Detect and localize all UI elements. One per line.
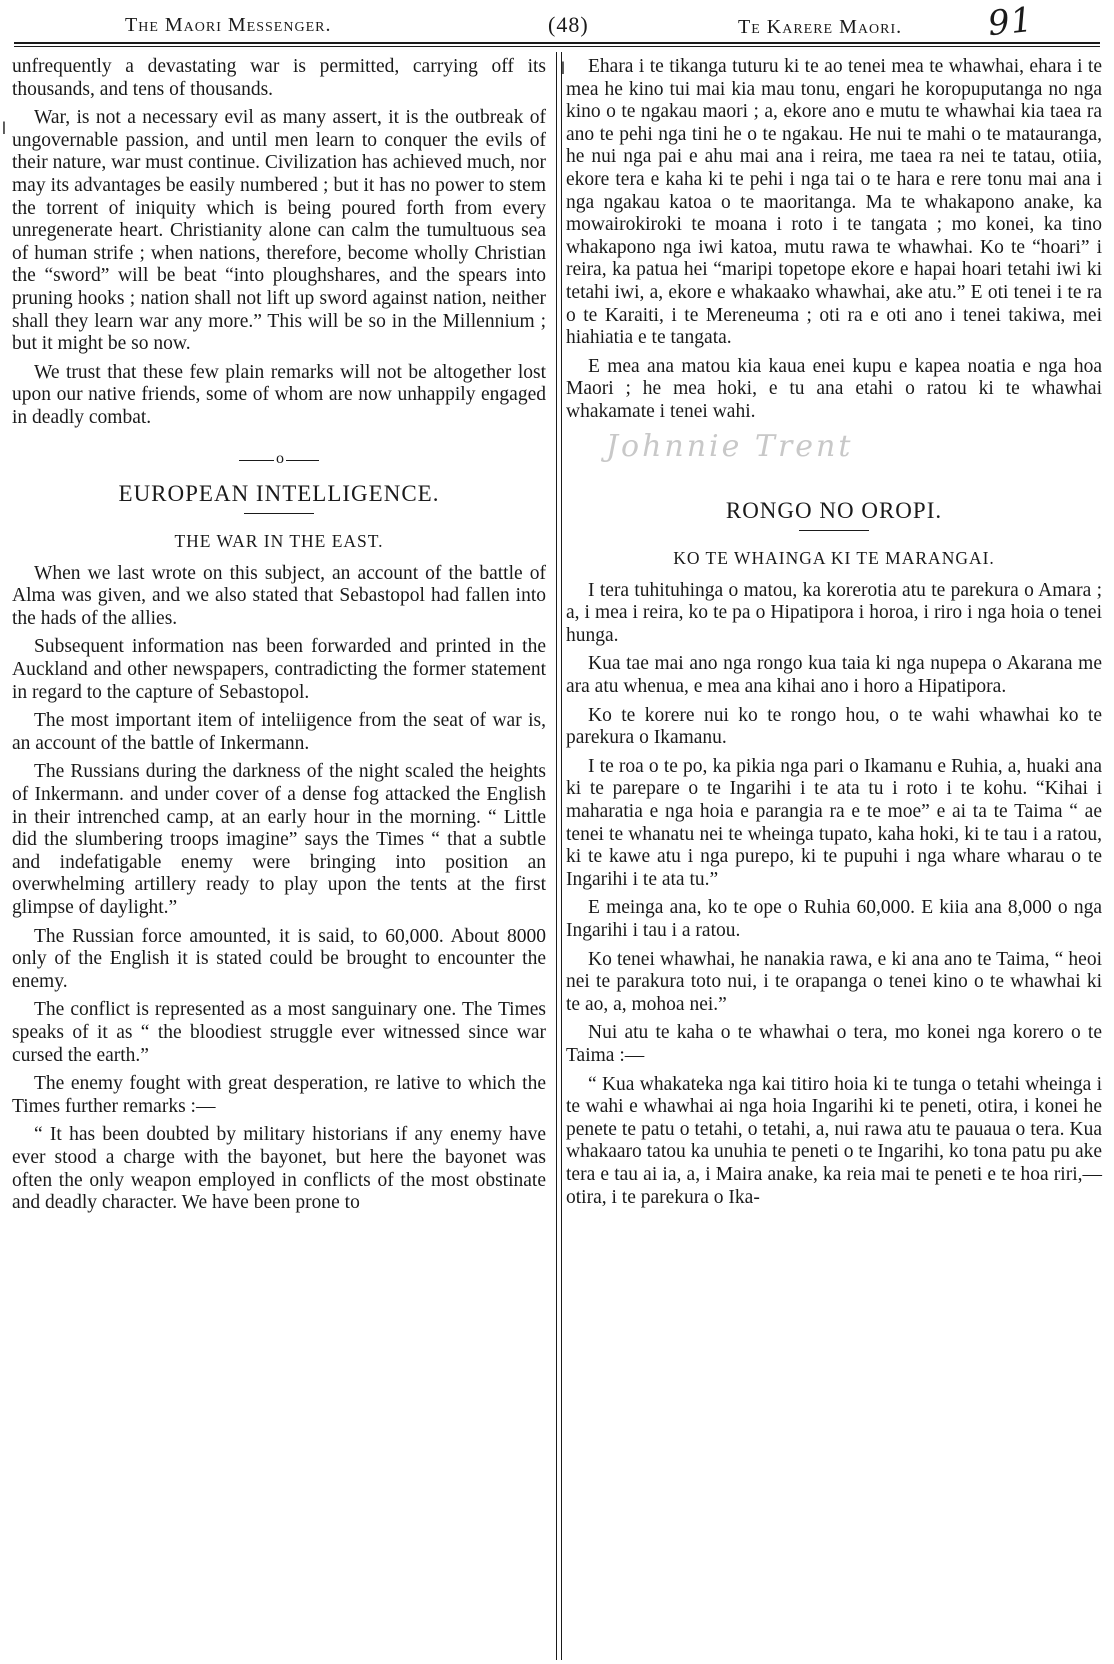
article-paragraph: I te roa o te po, ka pikia nga pari o Ikamanu e Ruhia, a, huaki ana ki te parepare o te Ingarihi i te ata tu i roto i te kohu. “Kihai i maharatia e nga hoia e parangia ra e te moe” e ai ta te Taima “ ae tenei te whanatu nei te wheinga tupato, kaha hoki, ki te tau i a ratou, ki te kawe atu i nga purepo, ki te pupuhi i nga whare wharau o te Ingarihi i te ata tu.” <box>566 755 1102 890</box>
left-column <box>12 56 546 1221</box>
article-paragraph: The Russian force amounted, it is said, to 60,000. About 8000 only of the English it is stated could be brought to encounter the enemy. <box>12 925 546 992</box>
signature-text: Johnnie Trent <box>606 428 854 464</box>
header-rule <box>14 42 1100 44</box>
article-paragraph: “ It has been doubted by military historians if any enemy have ever stood a charge with the bayonet, but here the bayonet was often the only weapon employed in conflicts of the most obstinate and deadly character. We have been prone to <box>12 1124 546 1214</box>
article-paragraph: The most important item of inteliigence from the seat of war is, an account of the battle of Inkermann. <box>12 710 546 754</box>
header-page-number: (48) <box>548 12 589 37</box>
article-paragraph: When we last wrote on this subject, an account of the battle of Alma was given, and we also stated that Sebastopol had fallen into the hads of the allies. <box>12 562 546 629</box>
margin-tick-mark-right: ǀ <box>561 58 565 78</box>
subtitle-whainga-ki-te-marangai: KO TE WHAINGA KI TE MARANGAI. <box>673 548 995 569</box>
handwritten-folio-number: 91 <box>986 0 1036 45</box>
header-maori-title: Te Karere Maori. <box>738 16 903 38</box>
article-paragraph: War, is not a necessary evil as many assert, it is the outbreak of ungovernable passion, and until men learn to conquer the evils of their nature, war must continue. Civilization has achieved much, nor may its advantages be easily numbered ; but it has no power to stem the torrent of iniquity which is being poured forth from every unregenerate heart. Christianity alone can calm the tumultuous sea of human strife ; when nations, therefore, become wholly Christian the “sword” will be beat “into ploughshares, and the spears into pruning hooks ; nation shall not lift up sword against nation, neither shall they learn war any more.” This will be so in the Millennium ; but it might be so now. <box>12 107 546 355</box>
article-paragraph: Ko te korere nui ko te rongo hou, o te wahi whawhai ko te parekura o Ikamanu. <box>566 704 1102 749</box>
title-rule <box>244 513 314 514</box>
article-paragraph: The Russians during the darkness of the night scaled the heights of Inkermann. and under cover of a dense fog attacked the English in their intrenched camp, at an early hour in the morning. “ Little did the slumbering troops imagine” says the Times “ that a subtle and indefatigable enemy were bringing into position an overwhelming artillery ready to play upon the tents at the first glimpse of daylight.” <box>12 761 546 918</box>
faded-signature <box>566 428 1102 484</box>
article-paragraph: E meinga ana, ko te ope o Ruhia 60,000. E kiia ana 8,000 o nga Ingarihi i tau i a ratou. <box>566 897 1102 941</box>
page-header <box>10 0 1104 46</box>
article-paragraph: E mea ana matou kia kaua enei kupu e kapea noatia e nga hoa Maori ; he mea hoki, e tu ana etahi o ratou ki te whawhai whakamate i tenei wahi. <box>566 355 1102 422</box>
margin-tick-mark: ǀ <box>2 118 6 138</box>
article-paragraph: Ehara i te tikanga tuturu ki te ao tenei mea te whawhai, ehara i te mea he kino tui mai kia mau tonu, engari he koropuputanga no nga kino o te ngakau maori ; a, ekore ano e mutu te whawhai kia taea ra ano te pehi nga tini he o te ngakau. He nui te mahi o te matauranga, he nui nga pai e ahu mai ana i reira, me taea ra nei te tatau, otiia, ekore tera e kaha ki te pehi i nga tai o te hara e rere tonu mai ana i nga ngakau katoa o te maoritanga. Ma te whakapono anake, ka mowairokiroki te moana i roto i te tangata ; mo konei, ka tino whakapono nga iwi katoa, mutu rawa te whawhai. Ko te “hoari” i reira, ka patua hei “maripi topetope ekore e hapai hoari tetahi iwi ki tetahi iwi, a, ekore e whakaako whawhai, ake atu.” E oti tenei i te ra o te Karaiti, i te Mereneuma ; oti ra e oti ano i tenei takiwa, mei hiahiatia e te tangata. <box>566 56 1102 349</box>
article-paragraph: “ Kua whakateka nga kai titiro hoia ki te tunga o tetahi wheinga i te wahi e whawhai ai nga hoia Ingarihi ki te peneti, otira, i konei he penete te patu o tetahi, o tetahi, a, nui rawa atu te pauaua o tera. Kua whakaaro tatou ka unuhia te peneti o te Ingarihi, ko tona patu pu ake tera e tau ai ia, a, i Maira anake, ka reia mai te peneti e te hoa riri,—otira, i te parekura o Ika- <box>566 1073 1102 1208</box>
section-title-rongo-no-oropi: RONGO NO OROPI. <box>725 497 943 523</box>
article-paragraph: Subsequent information nas been forwarded and printed in the Auckland and other newspapers, contradicting the former statement in regard to the capture of Sebastopol. <box>12 636 546 703</box>
title-rule <box>799 530 869 531</box>
column-divider <box>556 52 562 1660</box>
article-paragraph: Nui atu te kaha o te whawhai o tera, mo konei nga korero o te Taima :— <box>566 1022 1102 1066</box>
article-paragraph: Ko tenei whawhai, he nanakia rawa, e ki ana ano te Taima, “ heoi nei te parakura toto nui, i te orapanga o tenei kino o te whawhai ki te ao, a, mohoa nei.” <box>566 948 1102 1015</box>
section-title-european-intelligence: EUROPEAN INTELLIGENCE. <box>118 480 440 506</box>
section-divider <box>239 449 319 467</box>
header-english-title: The Maori Messenger. <box>125 14 332 36</box>
article-paragraph: The enemy fought with great desperation, re lative to which the Times further remarks :— <box>12 1073 546 1117</box>
subtitle-war-in-the-east: THE WAR IN THE EAST. <box>174 531 384 552</box>
article-paragraph: Kua tae mai ano nga rongo kua taia ki nga nupepa o Akarana me ara atu whenua, e mea ana kihai ano i horo a Hipatipora. <box>566 653 1102 698</box>
header-rule-thin <box>14 46 1100 47</box>
article-paragraph: I tera tuhituhinga o matou, ka korerotia atu te parekura o Amara ; a, i mea i reira, ko te pa o Hipatipora i horoa, i riro i nga hoia o tenei hunga. <box>566 579 1102 646</box>
article-paragraph: unfrequently a devastating war is permitted, carrying off its thousands, and tens of thousands. <box>12 56 546 100</box>
article-paragraph: We trust that these few plain remarks will not be altogether lost upon our native friends, some of whom are now unhappily engaged in deadly combat. <box>12 361 546 428</box>
article-paragraph: The conflict is represented as a most sanguinary one. The Times speaks of it as “ the bloodiest struggle ever witnessed since war cursed the earth.” <box>12 999 546 1066</box>
divider-ornament: o <box>274 448 286 471</box>
right-column <box>566 56 1102 1215</box>
